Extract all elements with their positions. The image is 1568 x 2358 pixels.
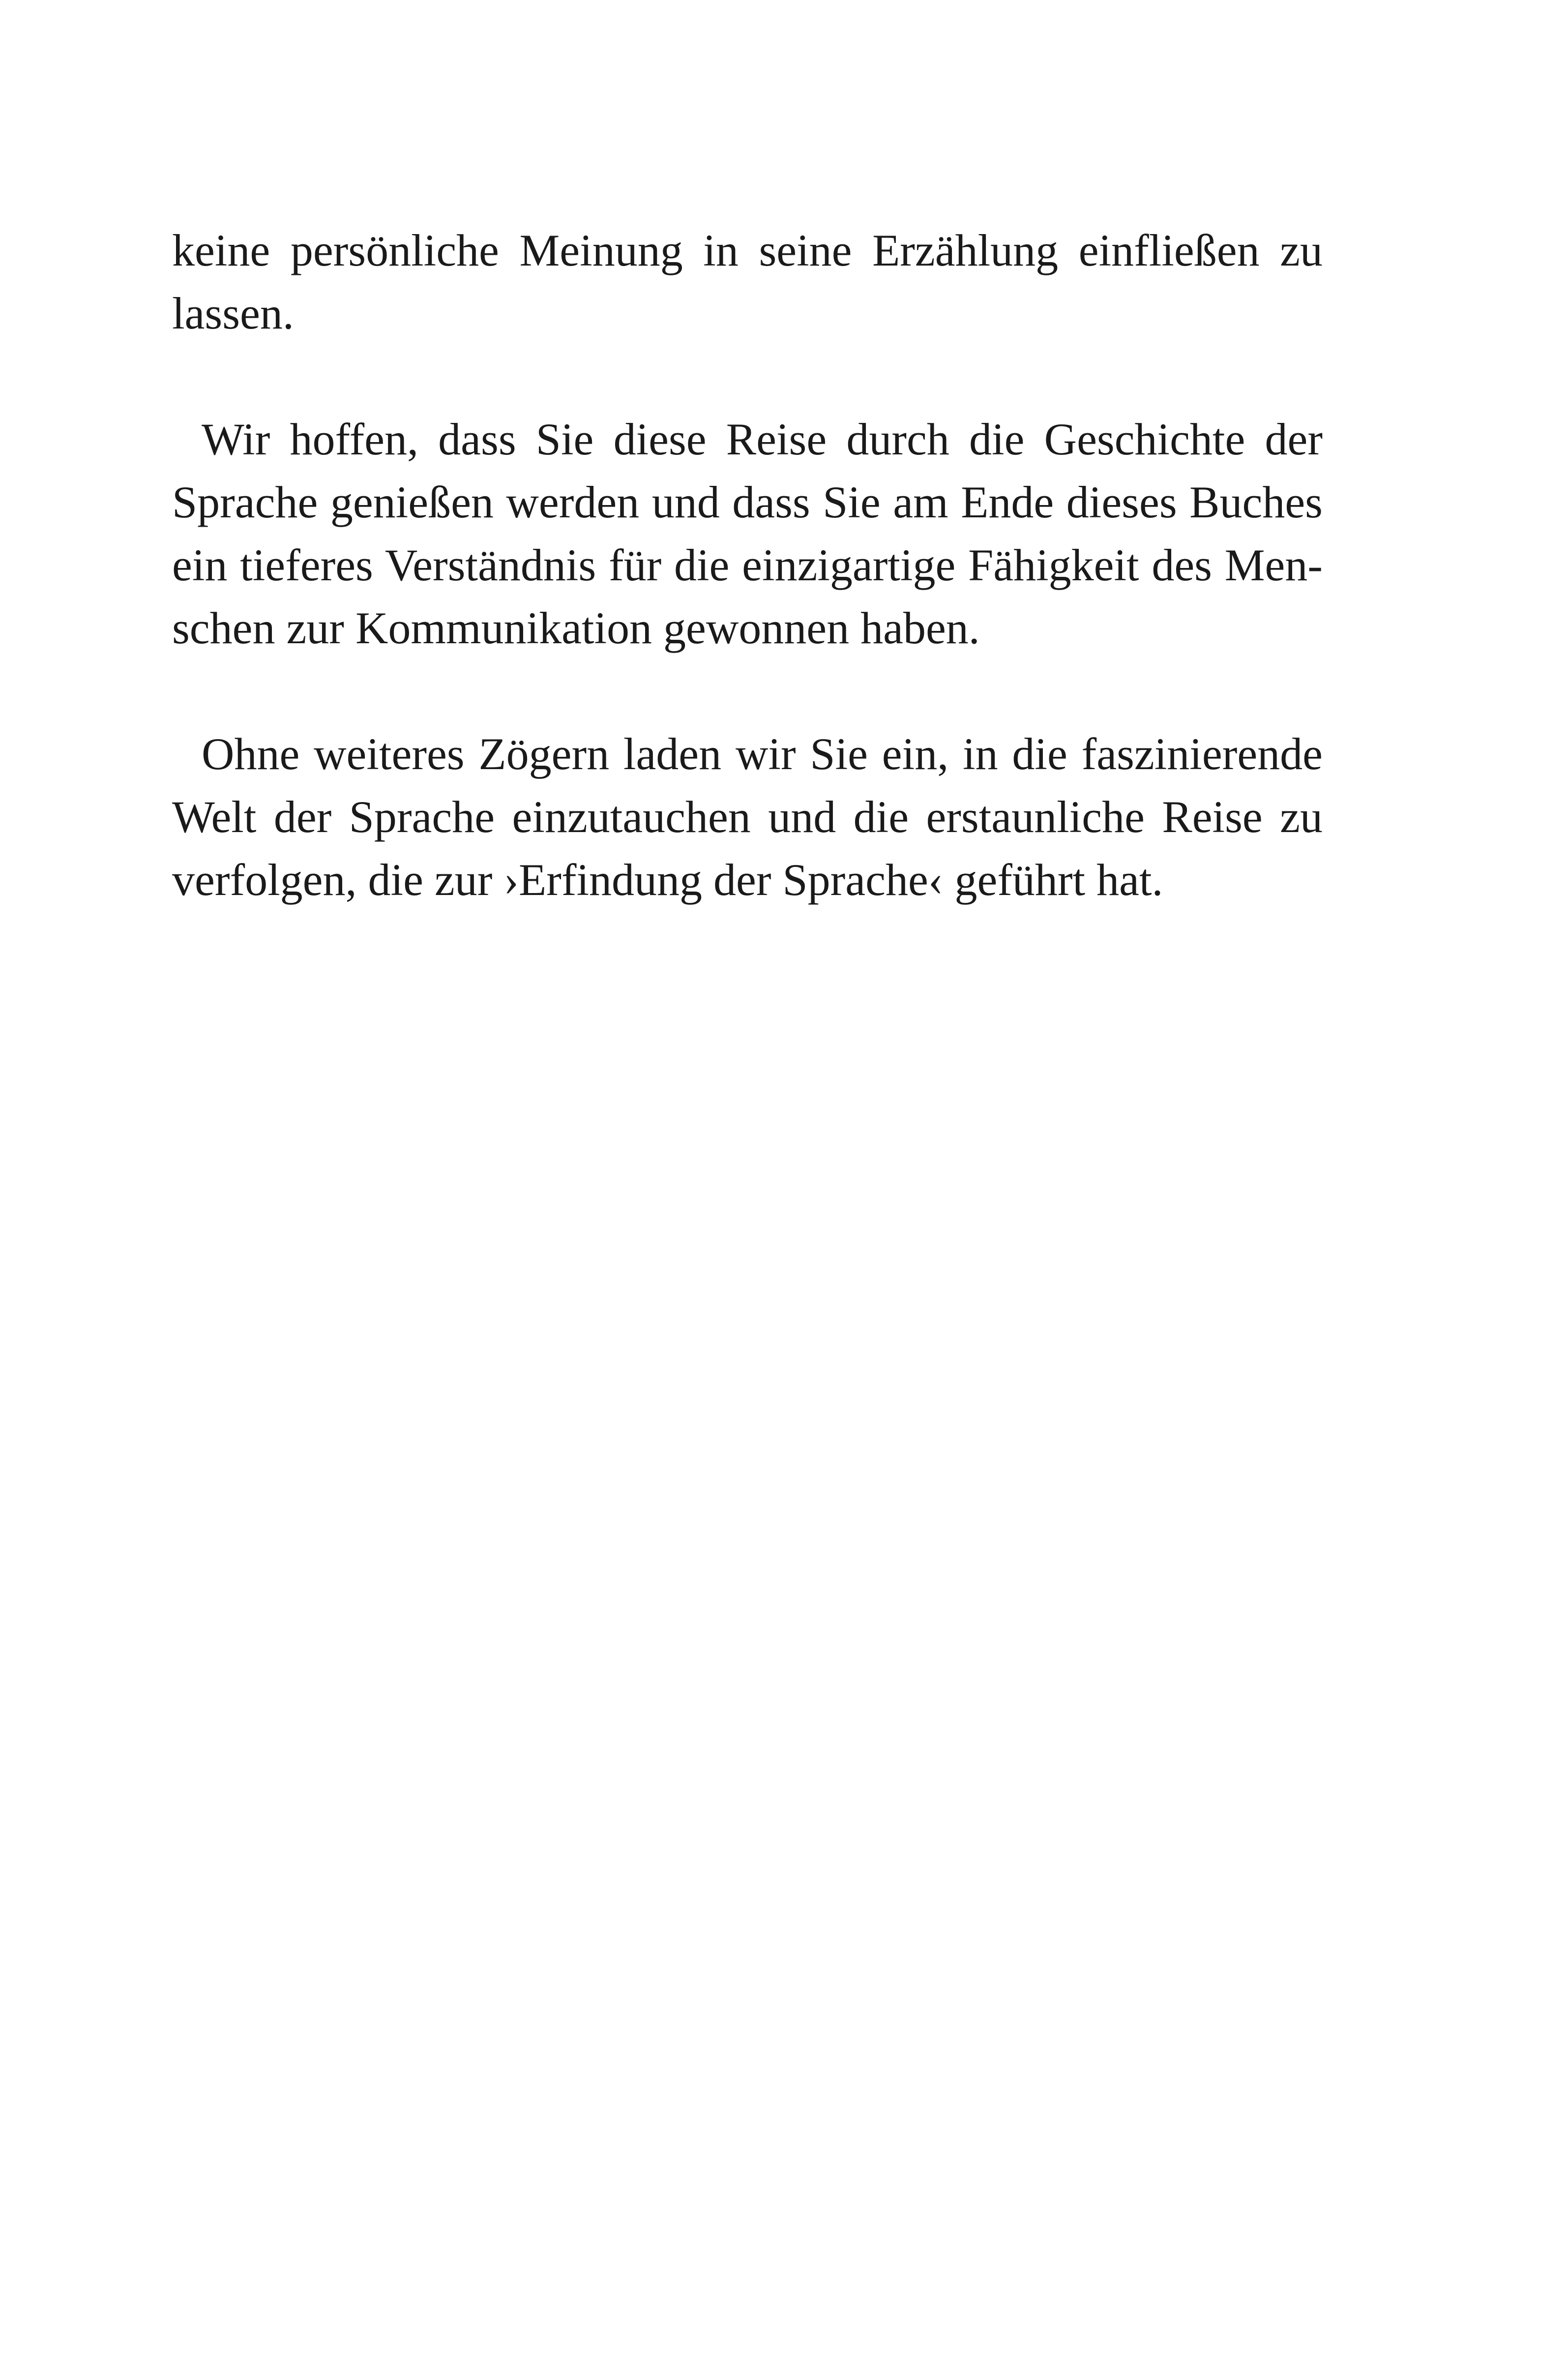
text-line: verfolgen, die zur ›Erfindung der Sprache‹ geführt hat. <box>172 855 1163 905</box>
text-line: Ohne weiteres Zögern laden wir Sie ein, in die faszinierende <box>202 729 1323 779</box>
text-line: Wir hoffen, dass Sie diese Reise durch die Geschichte der <box>202 414 1323 464</box>
text-line: keine persönliche Meinung in seine Erzählung einfließen zu <box>172 225 1323 275</box>
paragraph-3 <box>172 722 1323 911</box>
paragraph-gap <box>172 659 1323 722</box>
text-line: lassen. <box>172 288 294 338</box>
body-text <box>172 219 1323 911</box>
paragraph-gap <box>172 345 1323 408</box>
text-line: schen zur Kommunikation gewonnen haben. <box>172 603 980 653</box>
text-line: ein tieferes Verständnis für die einzigartige Fähigkeit des Men- <box>172 540 1323 590</box>
paragraph-2 <box>172 408 1323 659</box>
text-line: Sprache genießen werden und dass Sie am Ende dieses Buches <box>172 477 1323 527</box>
paragraph-1 <box>172 219 1323 345</box>
text-line: Welt der Sprache einzutauchen und die erstaunliche Reise zu <box>172 792 1323 842</box>
